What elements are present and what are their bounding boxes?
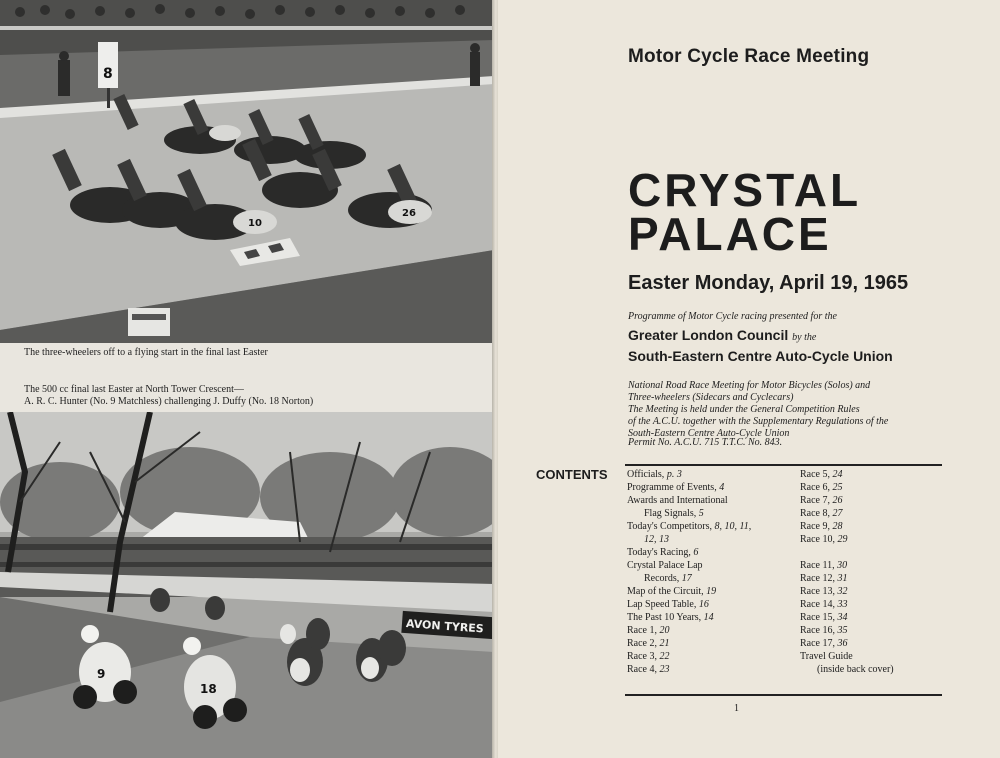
contents-entry: Race 11, 30 (800, 560, 848, 571)
by-the-text: by the (792, 332, 817, 343)
meeting-kicker: Motor Cycle Race Meeting (628, 46, 870, 67)
contents-entry: Race 5, 24 (800, 469, 843, 480)
council-line (628, 327, 816, 343)
contents-entry: Race 1, 20 (627, 625, 670, 636)
permit-number: Permit No. A.C.U. 715 T.T.C. No. 843. (628, 437, 783, 448)
contents-column-left (627, 468, 797, 676)
contents-entry: Today's Competitors, 8, 10, 11, (627, 521, 752, 532)
contents-entry: Today's Racing, 6 (627, 547, 699, 558)
contents-entry: Race 12, 31 (800, 573, 848, 584)
title-line-palace: PALACE (628, 208, 832, 260)
contents-entry: Race 2, 21 (627, 638, 670, 649)
contents-entry: Race 4, 23 (627, 664, 670, 675)
contents-heading: CONTENTS (536, 467, 608, 482)
presented-by-line: Programme of Motor Cycle racing presented for the (628, 311, 837, 322)
meeting-rules-note (628, 404, 958, 440)
contents-entry: Crystal Palace Lap (627, 560, 703, 571)
contents-entry: Race 7, 26 (800, 495, 843, 506)
contents-entry: Race 14, 33 (800, 599, 848, 610)
solo-race-photo (0, 412, 494, 758)
bike-number-label: 18 (200, 682, 217, 696)
right-page (498, 0, 1000, 758)
contents-entry: Race 16, 35 (800, 625, 848, 636)
contents-entry: Race 13, 32 (800, 586, 848, 597)
note-line: South-Eastern Centre Auto-Cycle Union (628, 428, 790, 439)
contents-entry: Race 15, 34 (800, 612, 848, 623)
top-photo-caption: The three-wheelers off to a flying start in the final last Easter (24, 347, 268, 358)
title-line-crystal: CRYSTAL (628, 164, 862, 216)
note-line: National Road Race Meeting for Motor Bicycles (Solos) and (628, 380, 871, 391)
contents-entry: Race 8, 27 (800, 508, 843, 519)
contents-entry: Travel Guide (800, 651, 853, 662)
contents-entry: Records, 17 (644, 573, 692, 584)
union-name: South-Eastern Centre Auto-Cycle Union (628, 348, 893, 364)
contents-entry: Race 6, 25 (800, 482, 843, 493)
contents-entry: Lap Speed Table, 16 (627, 599, 709, 610)
contents-column-right (800, 468, 940, 676)
contents-entry: Map of the Circuit, 19 (627, 586, 717, 597)
contents-entry: Awards and International (627, 495, 728, 506)
contents-entry: Race 3, 22 (627, 651, 670, 662)
council-name: Greater London Council (628, 327, 789, 343)
contents-entry: Race 17, 36 (800, 638, 848, 649)
sidecar-number-label: 10 (248, 218, 262, 229)
bottom-caption-line: The 500 cc final last Easter at North Tower Crescent— (24, 384, 244, 395)
sidecar-start-illustration (0, 0, 494, 343)
event-date: Easter Monday, April 19, 1965 (628, 272, 909, 294)
bottom-photo-caption (24, 384, 464, 408)
contents-entry: Flag Signals, 5 (644, 508, 704, 519)
sidecar-number-label: 26 (402, 208, 416, 219)
page-title (628, 164, 862, 260)
solo-race-illustration (0, 412, 494, 758)
contents-entry: Programme of Events, 4 (627, 482, 725, 493)
race-number-sign: 8 (103, 66, 113, 82)
bike-number-label: 9 (97, 667, 106, 681)
left-page (0, 0, 494, 758)
bottom-caption-line: A. R. C. Hunter (No. 9 Matchless) challenging J. Duffy (No. 18 Norton) (24, 396, 314, 407)
contents-entry: Race 10, 29 (800, 534, 848, 545)
contents-entry: The Past 10 Years, 14 (627, 612, 714, 623)
contents-entry: (inside back cover) (817, 664, 894, 675)
page-number: 1 (734, 703, 739, 714)
contents-rule-bottom (625, 694, 942, 696)
contents-entry: Race 9, 28 (800, 521, 843, 532)
note-line: Three-wheelers (Sidecars and Cyclecars) (628, 392, 794, 403)
avon-tyres-banner: AVON TYRES (405, 617, 485, 636)
sidecar-start-photo (0, 0, 494, 343)
contents-entry: Officials, p. 3 (627, 469, 682, 480)
contents-spacer (800, 546, 940, 559)
contents-entry: 12, 13 (644, 534, 669, 545)
note-line: of the A.C.U. together with the Supplementary Regulations of the (628, 416, 889, 427)
national-meeting-note (628, 380, 958, 404)
note-line: The Meeting is held under the General Competition Rules (628, 404, 860, 415)
contents-rule-top (625, 464, 942, 466)
